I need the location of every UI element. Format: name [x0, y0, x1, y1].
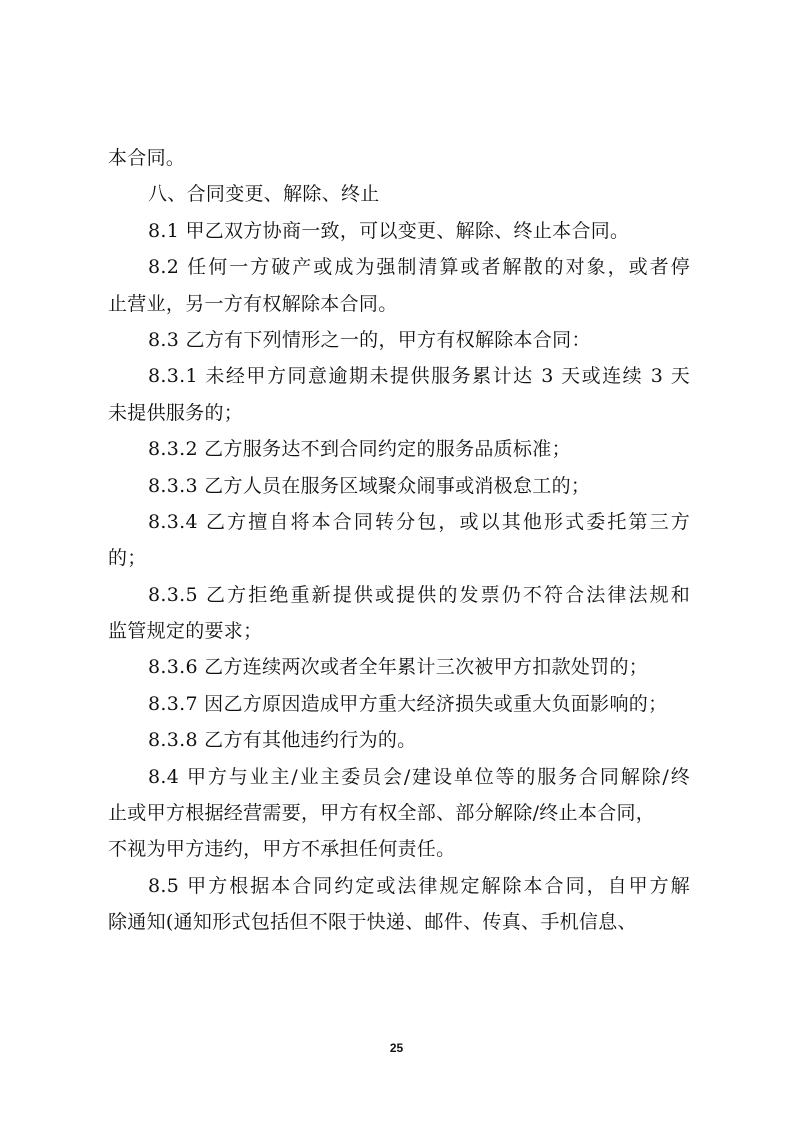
- text-line: 未提供服务的；: [108, 401, 244, 424]
- clause-8-3-1: 8.3.1 未经甲方同意逾期未提供服务累计达 3 天或连续 3 天: [148, 365, 690, 388]
- text-line: 监管规定的要求；: [108, 620, 263, 643]
- text-line: 除通知(通知形式包括但不限于快递、邮件、传真、手机信息、: [108, 911, 637, 934]
- clause-8-3-2: 8.3.2 乙方服务达不到合同约定的服务品质标准；: [148, 438, 571, 461]
- text-line: 本合同。: [108, 147, 186, 169]
- clause-8-3-3: 8.3.3 乙方人员在服务区域聚众闹事或消极怠工的；: [148, 474, 591, 497]
- text-line: 不视为甲方违约，甲方不承担任何责任。: [108, 838, 456, 861]
- section-heading: 八、合同变更、解除、终止: [148, 183, 380, 206]
- clause-8-1: 8.1 甲乙双方协商一致，可以变更、解除、终止本合同。: [148, 219, 630, 242]
- clause-8-3-4: 8.3.4 乙方擅自将本合同转分包，或以其他形式委托第三方: [148, 510, 690, 533]
- clause-8-3-6: 8.3.6 乙方连续两次或者全年累计三次被甲方扣款处罚的；: [148, 656, 649, 679]
- text-line: 止或甲方根据经营需要，甲方有权全部、部分解除/终止本合同，: [108, 802, 656, 825]
- text-line: 的；: [108, 547, 147, 570]
- clause-8-3-5: 8.3.5 乙方拒绝重新提供或提供的发票仍不符合法律法规和: [148, 583, 690, 606]
- document-body: [108, 140, 690, 941]
- clause-8-4: 8.4 甲方与业主/业主委员会/建设单位等的服务合同解除/终: [148, 765, 690, 788]
- clause-8-3-7: 8.3.7 因乙方原因造成甲方重大经济损失或重大负面影响的；: [148, 692, 668, 715]
- text-line: 止营业，另一方有权解除本合同。: [108, 292, 398, 315]
- clause-8-5: 8.5 甲方根据本合同约定或法律规定解除本合同，自甲方解: [148, 874, 690, 897]
- page-number: 25: [389, 1041, 404, 1055]
- clause-8-2: 8.2 任何一方破产或成为强制清算或者解散的对象，或者停: [148, 256, 690, 279]
- clause-8-3: 8.3 乙方有下列情形之一的，甲方有权解除本合同：: [148, 328, 591, 351]
- clause-8-3-8: 8.3.8 乙方有其他违约行为的。: [148, 729, 417, 752]
